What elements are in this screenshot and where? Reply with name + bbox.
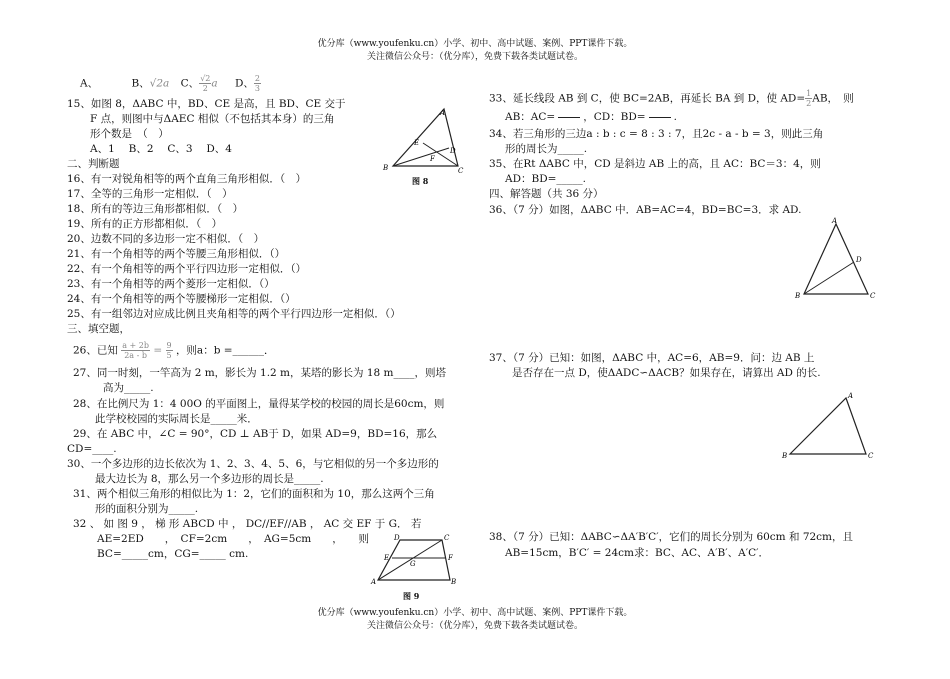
q38-line-1: 38、（7 分）已知：ΔABC∽ΔA′B′C′，它们的周长分别为 60cm 和 72cm，且 <box>489 531 854 543</box>
q29-line-1: 29、在 ABC 中，∠C = 90°，CD ⊥ AB于 D，如果 AD=9，BD=16，那么 <box>73 428 438 440</box>
q28-line-2: 此学校校园的实际周长是_____米． <box>95 413 258 425</box>
section-3-title: 三、填空题， <box>67 323 130 335</box>
q33-prefix: 33、延长线段 AB 到 C，使 BC=2AB，再延长 BA 到 D，使 AD= <box>489 92 806 105</box>
q14-option-c: C、 <box>180 77 200 90</box>
q14-option-d: D、 <box>234 77 254 90</box>
fig36-label-d: D <box>856 256 862 264</box>
q33-blank-1 <box>558 117 580 118</box>
fig36-label-a: A <box>832 217 838 225</box>
fig9-label-f: F <box>448 554 453 562</box>
q28-line-1: 28、在比例尺为 1：4 00O 的平面图上，量得某学校的校园的周长是60cm，则 <box>73 398 445 410</box>
q14-b-value: √2a <box>149 77 170 90</box>
fig37-label-a: A <box>848 392 854 400</box>
judge-item: 25、有一组邻边对应成比例且夹角相等的两个平行四边形一定相似．（） <box>67 308 401 320</box>
judge-item: 19、所有的正方形都相似．（ ） <box>67 218 223 230</box>
q31-line-2: 形的面积分别为_____. <box>95 503 199 515</box>
q26-ratio: $\frac{9}{5}$ <box>166 341 172 360</box>
fig9-label-g: G <box>410 560 416 568</box>
q26-prefix: 26、已知 <box>73 344 118 357</box>
judge-list <box>67 172 401 322</box>
fig9-label-b: B <box>451 578 457 586</box>
footer-line-1: 优分库（www.youfenku.cn）小学、初中、高中试题、案例、PPT课件下载。 <box>317 608 633 618</box>
q14-d-fraction: $\frac{2}{3}$ <box>254 74 260 93</box>
judge-item: 20、边数不同的多边形一定不相似．（ ） <box>67 233 265 245</box>
judge-item: 22、有一个角相等的两个平行四边形一定相似．（） <box>67 263 307 275</box>
fig8-label-b: B <box>383 164 389 172</box>
fig8-label-e: E <box>414 139 420 147</box>
fig9-label-c: C <box>444 534 450 542</box>
q14-options <box>80 74 261 93</box>
judge-item: 17、全等的三角形一定相似．（ ） <box>67 188 233 200</box>
q15-line-3: 形个数是 （ ） <box>90 128 169 140</box>
q14-option-b: B、 <box>131 77 150 90</box>
q30-line-2: 最大边长为 8，那么另一个多边形的周长是_____. <box>95 473 324 485</box>
judge-item: 18、所有的等边三角形都相似．（ ） <box>67 203 244 215</box>
judge-item: 23、有一个角相等的两个菱形一定相似．（） <box>67 278 275 290</box>
q29-line-2: CD=____. <box>67 443 117 455</box>
section-2-title: 二、判断题 <box>67 158 120 170</box>
fig36-label-c: C <box>870 292 876 300</box>
q15-line-4: A、1 B、2 C、3 D、4 <box>90 143 232 155</box>
fig8-label-f: F <box>430 155 435 163</box>
fig8-label-c: C <box>458 167 464 175</box>
fig9-label-d: D <box>394 534 400 542</box>
q37-line-1: 37、（7 分）已知：如图，ΔABC 中，AC=6，AB=9．问：边 AB 上 <box>489 352 815 364</box>
q34-line-2: 形的周长为_____. <box>505 143 588 155</box>
q15-line-1: 15、如图 8，ΔABC 中，BD、CE 是高，且 BD、CE 交于 <box>67 98 346 110</box>
header-line-2: 关注微信公众号：（优分库），免费下载各类试题试卷。 <box>366 52 583 62</box>
figure-8-caption: 图 8 <box>412 176 429 186</box>
judge-item: 24、有一个角相等的两个等腰梯形一定相似．（） <box>67 293 296 305</box>
judge-item: 16、有一对锐角相等的两个直角三角形相似．（ ） <box>67 173 307 185</box>
q27-line-2: 高为_____. <box>103 382 154 394</box>
figure-36 <box>792 216 882 304</box>
figure-9-caption: 图 9 <box>403 591 420 601</box>
q26-fraction: $\frac{a + 2b}{2a - b}$ <box>122 341 149 360</box>
q35-line-1: 35、在Rt ΔABC 中，CD 是斜边 AB 上的高，且 AC：BC＝3：4，则 <box>489 158 821 170</box>
q31-line-1: 31、两个相似三角形的相似比为 1：2，它们的面积和为 10，那么这两个三角 <box>73 488 435 500</box>
fig8-label-a: A <box>440 109 446 117</box>
judge-item: 21、有一个角相等的两个等腰三角形相似．（） <box>67 248 286 260</box>
figure-37 <box>780 390 880 466</box>
q26: 26、已知 $\frac{a + 2b}{2a - b}$ = $\frac{9}{5}$ ，则a：b =______． <box>73 341 275 360</box>
q33-line-2 <box>505 110 677 125</box>
fig9-label-e: E <box>384 554 390 562</box>
q30-line-1: 30、一个多边形的边长依次为 1、2、3、4、5、6，与它相似的另一个多边形的 <box>67 458 439 470</box>
fig9-label-a: A <box>371 578 377 586</box>
footer-line-2: 关注微信公众号：（优分库），免费下载各类试题试卷。 <box>366 621 583 631</box>
q14-option-a: A、 <box>80 77 99 90</box>
q33-ratio-1: AB：AC= <box>505 111 556 123</box>
q32-line-3: BC=_____cm，CG=_____ cm. <box>97 548 249 560</box>
q33-end: . <box>673 111 677 123</box>
q32-line-2: AE=2ED ， CF=2cm ， AG=5cm ， 则 <box>97 533 369 545</box>
q36-text: 36、（7 分）如图，ΔABC 中．AB=AC=4，BD=BC=3．求 AD. <box>489 204 802 216</box>
fig37-label-b: B <box>782 452 788 460</box>
q33-ratio-2: ，CD：BD= <box>583 111 646 123</box>
q33-suffix: AB， 则 <box>812 92 854 105</box>
q38-line-2: AB=15cm，B′C′ = 24cm求：BC、AC、A′B′、A′C′． <box>505 547 769 559</box>
q14-c-suffix: a <box>211 77 218 90</box>
header-line-1: 优分库（www.youfenku.cn）小学、初中、高中试题、案例、PPT课件下载。 <box>317 39 633 49</box>
fig8-label-d: D <box>450 147 456 155</box>
q32-line-1: 32 、 如 图 9 ， 梯 形 ABCD 中 ， DC//EF//AB ， AC 交 EF 于 G． 若 <box>73 518 422 530</box>
q15-line-2: F 点，则图中与ΔAEC 相似（不包括其本身）的三角 <box>90 113 335 125</box>
q37-line-2: 是否存在一点 D，使ΔADC∽ΔACB？如果存在，请算出 AD 的长. <box>512 367 821 379</box>
figure-9 <box>370 534 458 590</box>
q14-c-fraction: $\frac{√2}{2}$ <box>200 74 211 93</box>
q33-fraction: $\frac{1}{2}$ <box>806 89 812 108</box>
q26-suffix: ，则a：b =______． <box>175 344 275 357</box>
fig36-label-b: B <box>795 292 801 300</box>
fig37-label-c: C <box>868 452 874 460</box>
q35-line-2: AD：BD=_____. <box>505 173 587 185</box>
section-4-title: 四、解答题（共 36 分） <box>489 188 604 200</box>
q33-line-1 <box>489 89 854 108</box>
q34-line-1: 34、若三角形的三边a : b : c = 8 : 3 : 7，且2c - a - b = 3，则此三角 <box>489 128 824 140</box>
q27-line-1: 27、同一时刻，一竿高为 2 m，影长为 1.2 m，某塔的影长为 18 m____，则塔 <box>73 367 446 379</box>
q33-blank-2 <box>649 117 671 118</box>
